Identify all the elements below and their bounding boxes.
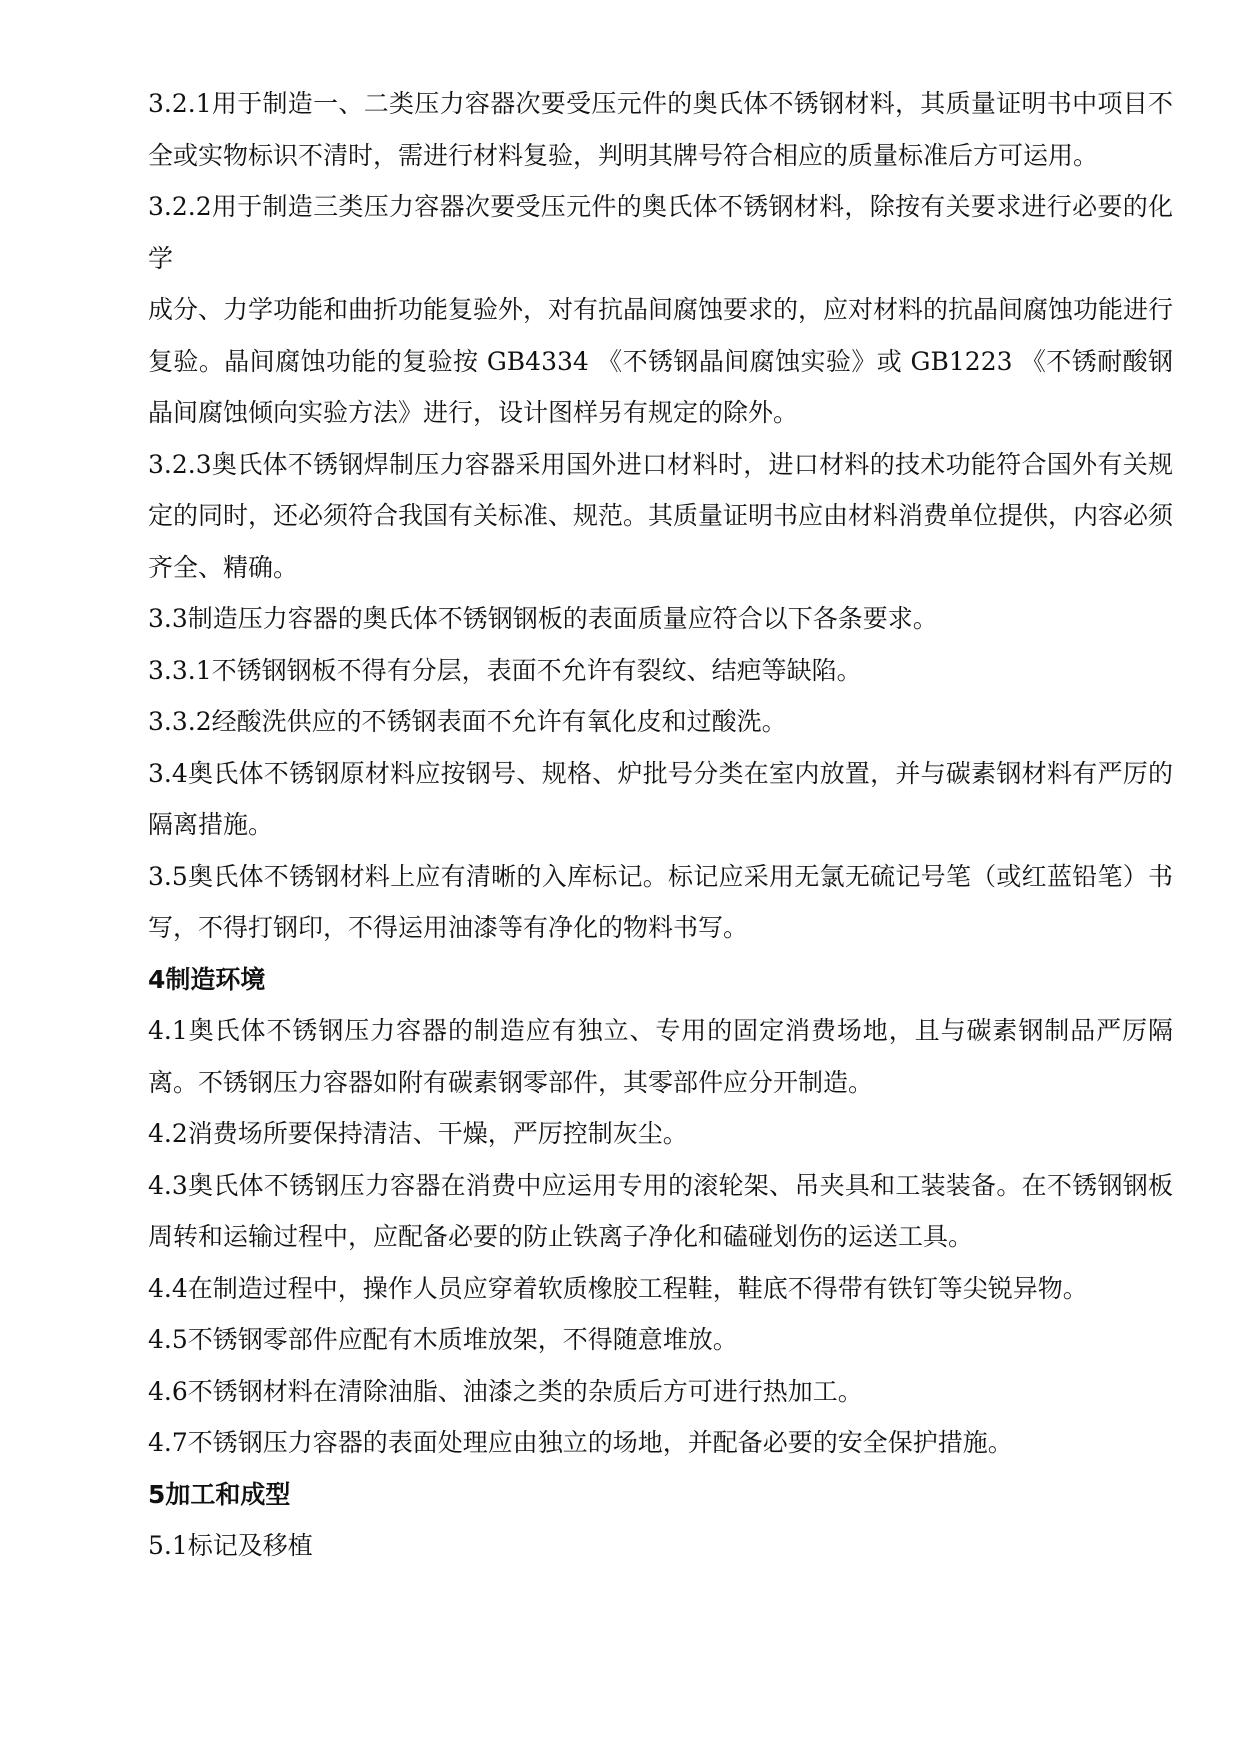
paragraph-3-3-2: 3.3.2经酸洗供应的不锈钢表面不允许有氧化皮和过酸洗。 [148, 707, 787, 736]
paragraph-4-7: 4.7不锈钢压力容器的表面处理应由独立的场地，并配备必要的安全保护措施。 [148, 1428, 1013, 1457]
paragraph-3-4: 3.4奥氏体不锈钢原材料应按钢号、规格、炉批号分类在室内放置，并与碳素钢材料有严厉的隔离措施。 [148, 758, 1173, 839]
paragraph-4-5: 4.5不锈钢零部件应配有木质堆放架，不得随意堆放。 [148, 1325, 738, 1354]
paragraph-3-2-3: 3.2.3奥氏体不锈钢焊制压力容器采用国外进口材料时，进口材料的技术功能符合国外有关规定的同时，还必须符合我国有关标准、规范。其质量证明书应由材料消费单位提供，内容必须齐全、精确。 [148, 449, 1174, 582]
paragraph-3-3: 3.3制造压力容器的奥氏体不锈钢钢板的表面质量应符合以下各条要求。 [148, 604, 938, 633]
paragraph-4-2: 4.2消费场所要保持清洁、干燥，严厉控制灰尘。 [148, 1119, 688, 1148]
paragraph-3-3-1: 3.3.1不锈钢钢板不得有分层，表面不允许有裂纹、结疤等缺陷。 [148, 655, 862, 685]
paragraph-4-6: 4.6不锈钢材料在清除油脂、油漆之类的杂质后方可进行热加工。 [148, 1376, 863, 1406]
section-heading-5: 5加工和成型 [148, 1479, 291, 1509]
paragraph-3-2-2: 3.2.2用于制造三类压力容器次要受压元件的奥氏体不锈钢材料，除按有关要求进行必要的化学 [148, 192, 1173, 273]
paragraph-4-3: 4.3奥氏体不锈钢压力容器在消费中应运用专用的滚轮架、吊夹具和工装装备。在不锈钢钢板周转和运输过程中，应配备必要的防止铁离子净化和磕碰划伤的运送工具。 [148, 1170, 1173, 1251]
paragraph-3-2-1: 3.2.1用于制造一、二类压力容器次要受压元件的奥氏体不锈钢材料，其质量证明书中项目不全或实物标识不清时，需进行材料复验，判明其牌号符合相应的质量标准后方可运用。 [148, 89, 1173, 170]
paragraph-4-1: 4.1奥氏体不锈钢压力容器的制造应有独立、专用的固定消费场地，且与碳素钢制品严厉隔离。不锈钢压力容器如附有碳素钢零部件，其零部件应分开制造。 [148, 1016, 1173, 1097]
document-page [148, 78, 1173, 1572]
paragraph-3-2-2-continued: 成分、力学功能和曲折功能复验外，对有抗晶间腐蚀要求的，应对材料的抗晶间腐蚀功能进行复验。晶间腐蚀功能的复验按 GB4334 《不锈钢晶间腐蚀实验》或 GB1223 《不锈耐酸钢晶间腐蚀倾向实验方法》进行，设计图样另有规定的除外。 [148, 295, 1174, 427]
paragraph-5-1: 5.1标记及移植 [148, 1531, 313, 1560]
paragraph-3-5: 3.5奥氏体不锈钢材料上应有清晰的入库标记。标记应采用无氯无硫记号笔（或红蓝铅笔）书写，不得打钢印，不得运用油漆等有净化的物料书写。 [148, 861, 1173, 942]
paragraph-4-4: 4.4在制造过程中，操作人员应穿着软质橡胶工程鞋，鞋底不得带有铁钉等尖锐异物。 [148, 1273, 1088, 1303]
section-heading-4: 4制造环境 [148, 964, 266, 994]
